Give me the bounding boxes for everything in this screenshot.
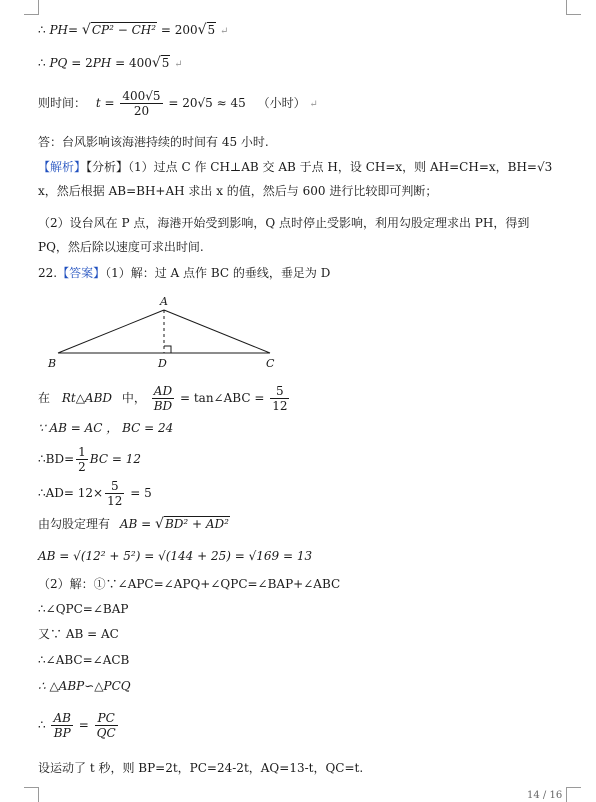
motion-line: 设运动了 t 秒，则 BP=2t，PC=24-2t，AQ=13-t，QC=t.	[38, 761, 364, 775]
bd-line: ∴BD= $\frac{1}{2}$ BC = 12	[38, 445, 141, 474]
triangle-figure	[38, 293, 298, 373]
page-number: 14 / 16	[527, 790, 563, 801]
analysis-block-2: （2）设台风在 P 点，海港开始受到影响，Q 点时停止受影响，利用勾股定理求出 PH，得到 PQ，然后除以速度可求出时间.	[38, 216, 530, 254]
time-fraction: $\frac{400√5}{20}$	[122, 89, 161, 118]
ratio-line: ∴ $\frac{AB}{BP}$ = $\frac{PC}{QC}$	[38, 711, 116, 740]
vertex-label-c: C	[266, 357, 275, 370]
time-equation: 则时间： t = $\frac{400√5}{20}$ = 20√5 ≈ 45 （小时） ↵	[38, 89, 318, 118]
part2-line-1: （2）解：①∵∠APC=∠APQ+∠QPC=∠BAP+∠ABC	[38, 577, 341, 591]
q22-heading: 22.【答案】（1）解：过 A 点作 BC 的垂线，垂足为 D	[38, 266, 331, 280]
vertex-label-d: D	[158, 357, 167, 370]
vertex-label-b: B	[48, 357, 57, 370]
answer-line: 答：台风影响该海港持续的时间有 45 小时.	[38, 135, 269, 149]
part2-line-2: ∴∠QPC=∠BAP	[38, 602, 129, 616]
page-corner-mark	[24, 0, 39, 15]
ad-line: ∴AD= 12× $\frac{5}{12}$ = 5	[38, 479, 152, 508]
page-corner-mark	[566, 787, 581, 802]
ab-calculation: AB = √(12² + 5²) = √(144 + 25) = √169 = 13	[38, 549, 313, 563]
analysis-block: 【解析】【分析】（1）过点 C 作 CH⊥AB 交 AB 于点 H，设 CH=x，则 AH=CH=x，BH=√3 x，然后根据 AB=BH+AH 求出 x 的值，然后与 600 进行比较即可判断；	[38, 160, 553, 198]
side-ab	[58, 310, 164, 353]
pq-equation: ∴ PQ = 2PH = 400√5 ↵	[38, 55, 183, 71]
part2-line-5: ∴ △ABP∽△PCQ	[38, 679, 131, 693]
pythagoras-line: 由勾股定理有 AB = √BD² + AD²	[38, 516, 229, 532]
page-corner-mark	[566, 0, 581, 15]
tan-equation: 在 Rt△ABD 中， $\frac{AD}{BD}$ = tan∠ABC = $\frac{5}{12}$	[38, 384, 288, 413]
right-angle-mark	[164, 346, 171, 353]
ph-equation: ∴ PH= √CP² − CH² = 200√5 ↵	[38, 22, 229, 38]
side-ac	[164, 310, 270, 353]
analysis-tag: 【解析】	[38, 160, 87, 174]
page-corner-mark	[24, 787, 39, 802]
part2-line-3: 又∵ AB = AC	[38, 627, 119, 641]
given-line: ∵ AB = AC ， BC = 24	[38, 421, 174, 435]
part2-line-4: ∴∠ABC=∠ACB	[38, 653, 130, 667]
answer-tag: 【答案】	[57, 266, 106, 280]
vertex-label-a: A	[160, 295, 168, 308]
